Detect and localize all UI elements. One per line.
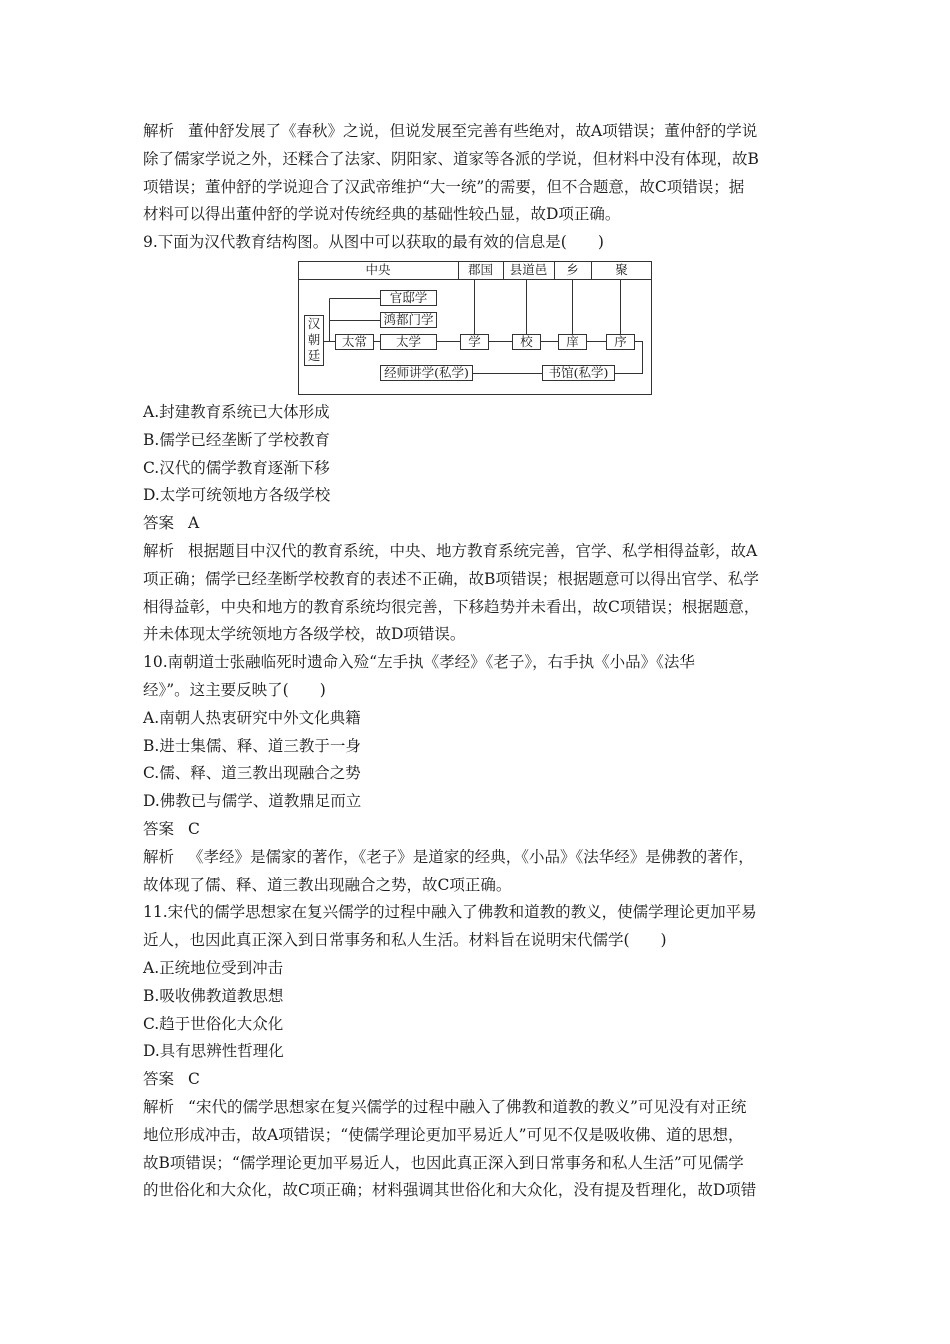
option-c: C.汉代的儒学教育逐渐下移 (143, 458, 330, 477)
education-structure-diagram (298, 261, 652, 395)
label-hongdu: 鸿都门学 (383, 311, 434, 327)
label-xiang-school: 庠 (566, 333, 579, 349)
answer-line (143, 510, 813, 538)
option-d: D.具有思辨性哲理化 (143, 1042, 284, 1061)
answer-value: A (188, 514, 200, 533)
question-10 (143, 649, 813, 899)
answer-line (143, 1066, 813, 1094)
document-page (143, 118, 813, 1205)
option-c: C.趋于世俗化大众化 (143, 1014, 284, 1033)
analysis-line: 项错误；董仲舒的学说迎合了汉武帝维护“大一统”的需要，但不合题意，故C项错误；据 (143, 177, 745, 196)
option-a: A.封建教育系统已大体形成 (143, 402, 330, 421)
header-jun: 郡国 (467, 261, 493, 277)
q8-analysis (143, 118, 813, 229)
analysis-line: 的世俗化和大众化，故C项正确；材料强调其世俗化和大众化，没有提及哲理化，故D项错 (143, 1181, 757, 1200)
analysis-line: 除了儒家学说之外，还糅合了法家、阴阳家、道家等各派的学说，但材料中没有体现，故B (143, 149, 759, 168)
option-a: A.正统地位受到冲击 (143, 958, 284, 977)
option-a: A.南朝人热衷研究中外文化典籍 (143, 708, 361, 727)
analysis-label: 解析 (143, 1097, 175, 1116)
analysis-label: 解析 (143, 122, 175, 140)
court-char-2: 朝 (307, 331, 321, 347)
header-xiang: 乡 (566, 261, 579, 277)
analysis-line: 地位形成冲击，故A项错误；“使儒学理论更加平易近人”可见不仅是吸收佛、道的思想， (143, 1125, 744, 1144)
analysis-label: 解析 (143, 541, 175, 560)
label-shuguan: 书馆(私学) (548, 364, 609, 380)
analysis-line: 项正确；儒学已经垄断学校教育的表述不正确，故B项错误；根据题意可以得出官学、私学 (143, 569, 759, 588)
analysis-line: 解析 董仲舒发展了《春秋》之说，但说发展至完善有些绝对，故A项错误；董仲舒的学说 (143, 122, 758, 140)
analysis-line: 解析 根据题目中汉代的教育系统，中央、地方教育系统完善，官学、私学相得益彰，故A (143, 541, 758, 560)
analysis-label: 解析 (143, 847, 175, 866)
question-stem: 11.宋代的儒学思想家在复兴儒学的过程中融入了佛教和道教的教义，使儒学理论更加平易 (143, 903, 757, 922)
label-xu: 序 (614, 333, 627, 349)
label-taixue: 太学 (395, 333, 421, 349)
option-c: C.儒、释、道三教出现融合之势 (143, 764, 361, 783)
option-b: B.进士集儒、释、道三教于一身 (143, 736, 361, 755)
analysis-line: 故体现了儒、释、道三教出现融合之势，故C项正确。 (143, 875, 512, 894)
header-ju: 聚 (615, 261, 628, 277)
option-b: B.吸收佛教道教思想 (143, 986, 284, 1005)
option-d: D.佛教已与儒学、道教鼎足而立 (143, 792, 362, 811)
analysis-line: 解析 “宋代的儒学思想家在复兴儒学的过程中融入了佛教和道教的教义”可见没有对正统 (143, 1097, 747, 1116)
analysis-line: 解析 《孝经》是儒家的著作，《老子》是道家的经典，《小品》《法华经》是佛教的著作， (143, 847, 754, 866)
header-central: 中央 (365, 261, 391, 277)
label-xue: 学 (468, 333, 481, 349)
header-xian: 县道邑 (509, 261, 548, 277)
answer-label: 答案 (143, 819, 175, 838)
option-d: D.太学可统领地方各级学校 (143, 486, 331, 505)
court-char-1: 汉 (307, 315, 321, 331)
label-taichang: 太常 (341, 333, 367, 349)
analysis-line: 并未体现太学统领地方各级学校，故D项错误。 (143, 625, 466, 644)
label-jingshi: 经师讲学(私学) (384, 364, 469, 380)
answer-label: 答案 (143, 514, 175, 533)
question-stem: 经》”。这主要反映了( ) (143, 680, 326, 699)
court-char-3: 廷 (307, 347, 321, 363)
question-stem: 9.下面为汉代教育结构图。从图中可以获取的最有效的信息是( ) (143, 233, 604, 252)
analysis-line: 故B项错误；“儒学理论更加平易近人，也因此真正深入到日常事务和私人生活”可见儒学 (143, 1153, 744, 1172)
answer-value: C (188, 819, 200, 838)
question-11 (143, 899, 813, 1205)
analysis-line: 相得益彰，中央和地方的教育系统均很完善，下移趋势并未看出，故C项错误；根据题意， (143, 597, 760, 616)
question-stem: 近人，也因此真正深入到日常事务和私人生活。材料旨在说明宋代儒学( ) (143, 931, 667, 950)
answer-label: 答案 (143, 1070, 175, 1089)
label-xiao: 校 (520, 333, 533, 349)
option-b: B.儒学已经垄断了学校教育 (143, 430, 330, 449)
question-stem: 10.南朝道士张融临死时遗命入殓“左手执《孝经》《老子》，右手执《小品》《法华 (143, 653, 695, 672)
answer-line (143, 816, 813, 844)
question-9 (143, 229, 813, 649)
answer-value: C (188, 1070, 200, 1089)
analysis-line: 材料可以得出董仲舒的学说对传统经典的基础性较凸显，故D项正确。 (143, 205, 621, 224)
label-guandu: 官邸学 (389, 289, 428, 305)
